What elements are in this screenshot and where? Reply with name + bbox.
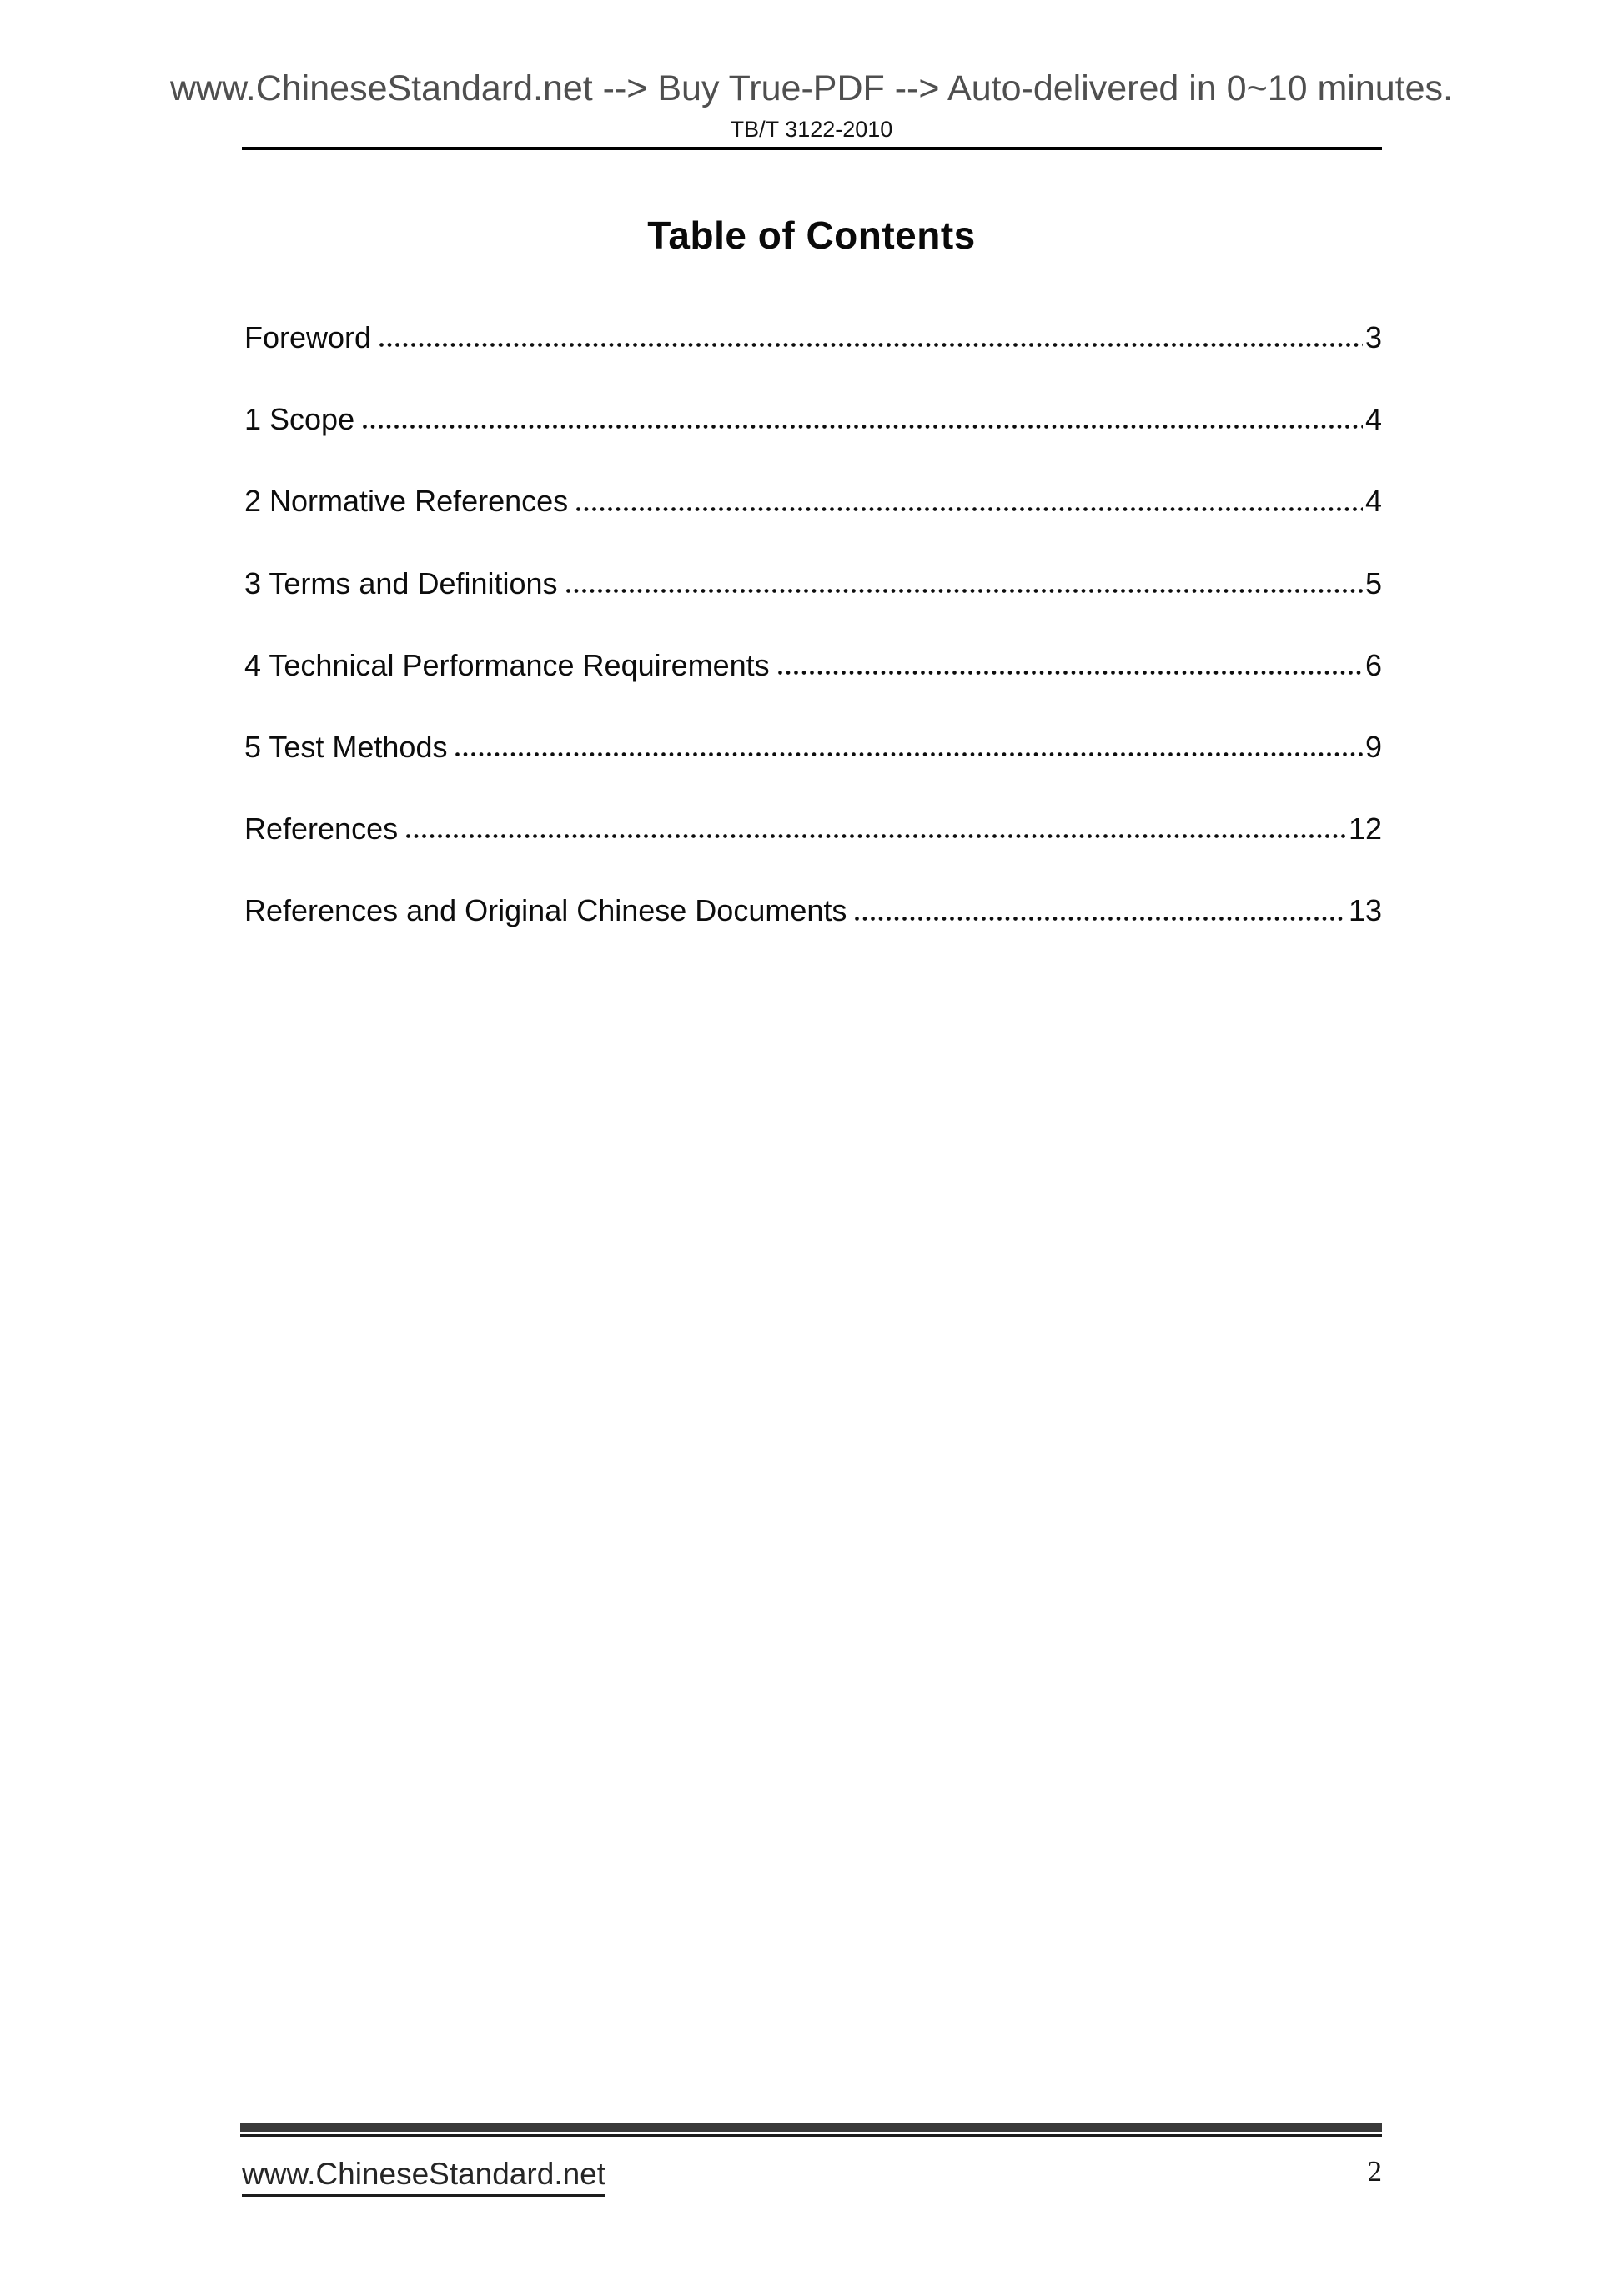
toc-entry [244, 483, 1382, 519]
dot-leader [363, 425, 1363, 429]
toc-entry-label: Foreword [244, 320, 372, 354]
toc-entry [244, 892, 1382, 928]
toc-entry-label: 5 Test Methods [244, 729, 448, 764]
dot-leader [778, 671, 1363, 675]
header-rule [242, 147, 1382, 150]
toc-entry-label: References [244, 811, 399, 847]
toc-entry-label: References and Original Chinese Documents [244, 893, 847, 928]
toc-entry-label: 3 Terms and Definitions [244, 565, 558, 600]
footer-page-number: 2 [1367, 2155, 1382, 2188]
dot-leader [566, 589, 1363, 593]
toc-entry-page: 12 [1348, 811, 1382, 847]
toc-entry-page: 5 [1364, 565, 1382, 600]
toc-entry [244, 647, 1382, 683]
toc-entry-page: 3 [1364, 320, 1382, 354]
toc-entry-page: 6 [1364, 647, 1382, 682]
toc-entry-page: 9 [1364, 729, 1382, 764]
toc-entry [244, 565, 1382, 601]
footer-thin-rule [240, 2134, 1382, 2137]
toc-entry-label: 1 Scope [244, 402, 355, 437]
dot-leader [455, 752, 1362, 756]
dot-leader [406, 834, 1346, 838]
dot-leader [855, 917, 1346, 921]
promo-banner: www.ChineseStandard.net --> Buy True-PDF --> Auto-delivered in 0~10 minutes. [169, 68, 1453, 108]
toc-entry-label: 4 Technical Performance Requirements [244, 647, 770, 682]
toc-list [244, 319, 1382, 975]
toc-entry [244, 811, 1382, 847]
dot-leader [379, 343, 1363, 347]
toc-entry-page: 13 [1348, 893, 1382, 928]
footer-bar-rule [240, 2123, 1382, 2132]
footer-site-link[interactable]: www.ChineseStandard.net [242, 2157, 605, 2197]
toc-entry [244, 319, 1382, 355]
dot-leader [576, 507, 1363, 511]
toc-entry [244, 401, 1382, 437]
page-title: Table of Contents [647, 214, 976, 257]
toc-entry-page: 4 [1364, 484, 1382, 519]
toc-entry-label: 2 Normative References [244, 484, 569, 519]
doc-code: TB/T 3122-2010 [730, 117, 893, 142]
toc-entry-page: 4 [1364, 402, 1382, 437]
toc-entry [244, 729, 1382, 765]
